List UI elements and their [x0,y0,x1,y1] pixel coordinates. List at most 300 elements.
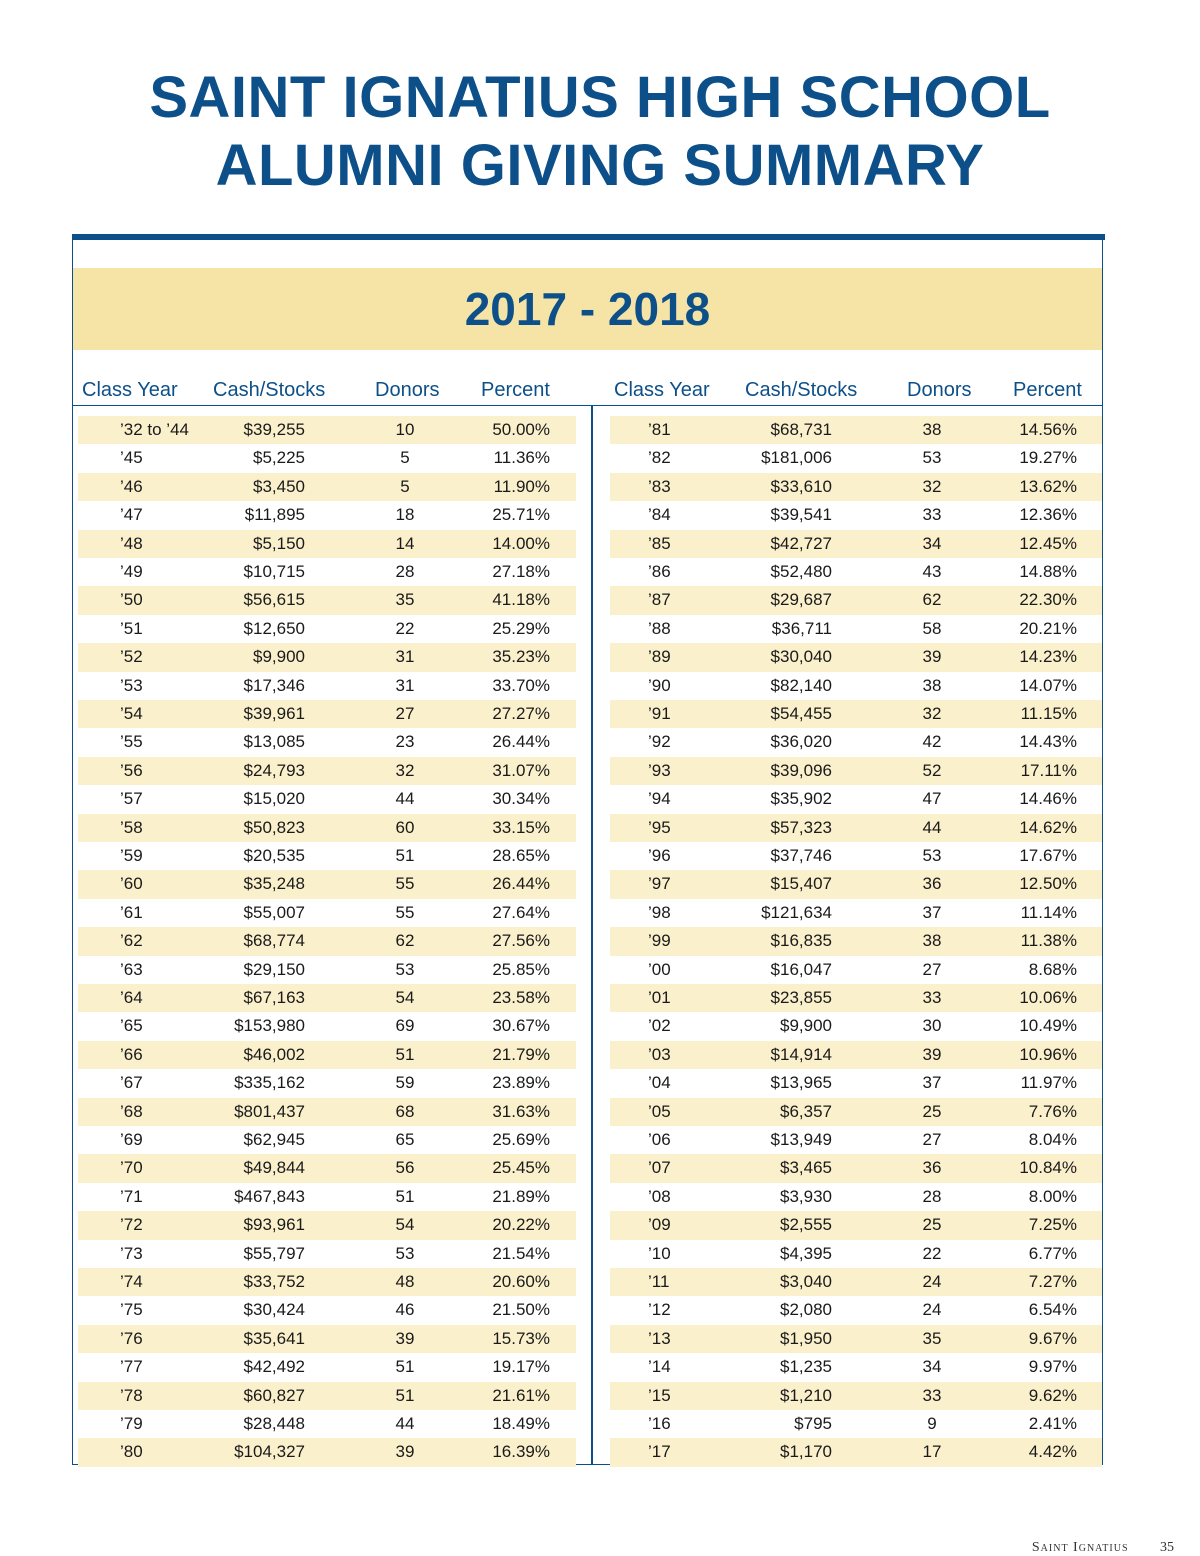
donors-cell: 31 [395,647,415,667]
table-row [78,1353,576,1381]
percent-cell: 8.04% [1028,1130,1077,1149]
donors-cell: 22 [922,1243,942,1263]
cash-stocks-cell: $121,634 [761,902,832,922]
cash-stocks-cell: $1,210 [780,1385,832,1405]
percent-cell: 31.63% [492,1101,550,1121]
cash-stocks-cell: $29,150 [243,959,305,979]
cash-stocks-cell: $30,424 [243,1300,305,1320]
class-year-cell: ’08 [648,1186,671,1206]
donors-cell: 34 [922,533,942,553]
donors-cell: 51 [395,1385,415,1405]
class-year-cell: ’04 [648,1073,671,1093]
cash-stocks-cell: $104,327 [234,1442,305,1462]
donors-cell: 9 [927,1414,937,1433]
class-year-cell: ’89 [648,647,671,667]
class-year-cell: ’85 [648,533,671,553]
table-row [78,1382,576,1410]
header-cash-stocks: Cash/Stocks [213,379,326,401]
class-year-cell: ’66 [120,1044,143,1064]
table-row [78,1126,576,1154]
donors-cell: 27 [922,959,942,979]
table-row [610,1353,1102,1381]
table-row [610,899,1102,927]
page-number: 35 [1160,1540,1174,1555]
donors-cell: 36 [922,874,942,894]
donors-cell: 44 [395,1414,415,1433]
percent-cell: 27.27% [492,704,550,723]
donors-cell: 37 [922,902,942,922]
cash-stocks-cell: $795 [794,1414,832,1433]
cash-stocks-cell: $68,774 [243,931,305,951]
table-row [78,1012,576,1040]
cash-stocks-cell: $35,641 [243,1328,305,1348]
donors-cell: 28 [922,1186,942,1206]
table-row [610,927,1102,955]
donors-cell: 33 [922,988,942,1007]
class-year-cell: ’00 [648,959,671,979]
cash-stocks-cell: $5,150 [253,533,305,553]
cash-stocks-cell: $9,900 [253,647,305,667]
table-row [78,1069,576,1097]
percent-cell: 27.56% [492,931,550,951]
donors-cell: 51 [395,1186,415,1206]
table-row [610,984,1102,1012]
donors-cell: 34 [922,1357,942,1377]
cash-stocks-cell: $3,450 [253,476,305,496]
header-cash-stocks: Cash/Stocks [745,379,858,401]
table-row [610,1041,1102,1069]
class-year-cell: ’57 [120,789,143,809]
class-year-cell: ’63 [120,959,143,979]
class-year-cell: ’72 [120,1215,143,1235]
percent-cell: 10.06% [1019,988,1077,1007]
class-year-cell: ’93 [648,760,671,780]
class-year-cell: ’59 [120,846,143,865]
cash-stocks-cell: $13,085 [243,732,305,752]
donors-cell: 38 [922,420,942,439]
percent-cell: 33.15% [492,817,550,837]
donors-cell: 44 [922,817,942,837]
cash-stocks-cell: $23,855 [770,988,832,1007]
cash-stocks-cell: $68,731 [770,420,832,439]
table-row [610,444,1102,472]
cash-stocks-cell: $46,002 [243,1044,305,1064]
table-row [78,1410,576,1438]
table-row [610,1098,1102,1126]
donors-cell: 51 [395,846,415,865]
cash-stocks-cell: $67,163 [243,988,305,1007]
cash-stocks-cell: $39,541 [770,505,832,525]
donors-cell: 39 [395,1442,415,1462]
class-year-cell: ’69 [120,1130,143,1149]
table-row [610,1240,1102,1268]
table-row [78,842,576,870]
cash-stocks-cell: $1,235 [780,1357,832,1377]
table-row [610,1325,1102,1353]
percent-cell: 9.97% [1028,1357,1077,1377]
class-year-cell: ’81 [648,420,671,439]
class-year-cell: ’17 [648,1442,671,1462]
class-year-cell: ’62 [120,931,143,951]
class-year-cell: ’95 [648,817,671,837]
cash-stocks-cell: $42,492 [243,1357,305,1377]
table-row [78,984,576,1012]
table-row [78,899,576,927]
percent-cell: 9.67% [1028,1328,1077,1348]
donors-cell: 39 [922,1044,942,1064]
class-year-cell: ’71 [120,1186,143,1206]
table-row [610,672,1102,700]
class-year-cell: ’92 [648,732,671,752]
donors-cell: 27 [922,1130,942,1149]
class-year-cell: ’51 [120,618,143,638]
class-year-cell: ’64 [120,988,143,1007]
cash-stocks-cell: $153,980 [234,1016,305,1036]
table-row [78,530,576,558]
donors-cell: 31 [395,675,415,695]
percent-cell: 21.79% [492,1044,550,1064]
percent-cell: 27.18% [492,562,550,581]
cash-stocks-cell: $36,020 [770,732,832,752]
percent-cell: 19.17% [492,1357,550,1377]
table-row [610,615,1102,643]
table-row [610,586,1102,614]
cash-stocks-cell: $335,162 [234,1073,305,1093]
donors-cell: 53 [395,1243,415,1263]
donors-cell: 65 [395,1130,415,1149]
table-row [610,1268,1102,1296]
table-row [610,1438,1102,1466]
class-year-cell: ’52 [120,647,143,667]
header-percent: Percent [481,379,550,401]
donors-cell: 39 [922,647,942,667]
donors-cell: 37 [922,1073,942,1093]
donors-cell: 35 [395,590,415,610]
header-percent: Percent [1013,379,1082,401]
table-row [78,728,576,756]
table-row [78,1041,576,1069]
class-year-cell: ’80 [120,1442,143,1462]
cash-stocks-cell: $54,455 [770,704,832,723]
donors-cell: 24 [922,1272,942,1291]
percent-cell: 6.77% [1028,1243,1077,1263]
donors-cell: 59 [395,1073,415,1093]
percent-cell: 15.73% [492,1328,550,1348]
percent-cell: 28.65% [492,846,550,865]
table-row [78,672,576,700]
donors-cell: 68 [395,1101,415,1121]
table-row [78,1211,576,1239]
cash-stocks-cell: $60,827 [243,1385,305,1405]
class-year-cell: ’05 [648,1101,671,1121]
class-year-cell: ’60 [120,874,143,894]
percent-cell: 21.89% [492,1186,550,1206]
donors-cell: 51 [395,1044,415,1064]
percent-cell: 14.46% [1019,789,1077,809]
donors-cell: 33 [922,1385,942,1405]
cash-stocks-cell: $35,902 [770,789,832,809]
cash-stocks-cell: $36,711 [771,618,832,638]
table-top-rule [72,234,1105,240]
cash-stocks-cell: $6,357 [780,1101,832,1121]
header-class-year: Class Year [82,379,178,401]
cash-stocks-cell: $15,020 [243,789,305,809]
cash-stocks-cell: $39,961 [243,704,305,723]
class-year-cell: ’02 [648,1016,671,1036]
class-year-cell: ’75 [120,1300,143,1320]
percent-cell: 23.89% [492,1073,550,1093]
cash-stocks-cell: $35,248 [243,874,305,894]
donors-cell: 39 [395,1328,415,1348]
cash-stocks-cell: $24,793 [243,760,305,780]
class-year-cell: ’09 [648,1215,671,1235]
cash-stocks-cell: $52,480 [770,562,832,581]
cash-stocks-cell: $801,437 [234,1101,305,1121]
table-row [610,757,1102,785]
donors-cell: 69 [395,1016,415,1036]
class-year-cell: ’47 [120,505,143,525]
table-row [610,416,1102,444]
percent-cell: 50.00% [492,420,550,439]
cash-stocks-cell: $1,950 [780,1328,832,1348]
percent-cell: 11.15% [1020,704,1077,723]
table-row [78,1183,576,1211]
percent-cell: 9.62% [1028,1385,1077,1405]
table-row [610,1296,1102,1324]
class-year-cell: ’82 [648,448,671,468]
percent-cell: 7.76% [1028,1101,1077,1121]
table-row [610,870,1102,898]
donors-cell: 32 [922,476,942,496]
table-row [610,1211,1102,1239]
table-row [610,501,1102,529]
cash-stocks-cell: $10,715 [243,562,305,581]
class-year-cell: ’65 [120,1016,143,1036]
class-year-cell: ’91 [648,704,671,723]
table-row [78,558,576,586]
percent-cell: 7.27% [1028,1272,1077,1291]
table-row [78,416,576,444]
header-donors: Donors [375,379,440,401]
cash-stocks-cell: $181,006 [761,448,832,468]
percent-cell: 14.62% [1019,817,1077,837]
percent-cell: 26.44% [492,732,550,752]
class-year-cell: ’14 [648,1357,671,1377]
donors-cell: 58 [922,618,942,638]
cash-stocks-cell: $4,395 [780,1243,832,1263]
donors-cell: 43 [922,562,942,581]
donors-cell: 27 [395,704,415,723]
class-year-cell: ’84 [648,505,671,525]
cash-stocks-cell: $42,727 [770,533,832,553]
donors-cell: 53 [395,959,415,979]
percent-cell: 11.90% [493,476,550,496]
percent-cell: 12.45% [1019,533,1077,553]
class-year-cell: ’97 [648,874,671,894]
cash-stocks-cell: $13,949 [770,1130,832,1149]
donors-cell: 60 [395,817,415,837]
table-row [78,643,576,671]
cash-stocks-cell: $12,650 [243,618,305,638]
cash-stocks-cell: $15,407 [770,874,832,894]
percent-cell: 8.00% [1028,1186,1077,1206]
cash-stocks-cell: $82,140 [770,675,832,695]
cash-stocks-cell: $55,797 [243,1243,305,1263]
donors-cell: 54 [395,1215,415,1235]
donors-cell: 52 [922,760,942,780]
table-row [78,615,576,643]
percent-cell: 11.97% [1020,1073,1077,1093]
cash-stocks-cell: $16,835 [770,931,832,951]
cash-stocks-cell: $37,746 [770,846,832,865]
cash-stocks-cell: $56,615 [243,590,305,610]
center-divider [591,405,593,1465]
donors-cell: 22 [395,618,415,638]
percent-cell: 14.00% [492,533,550,553]
percent-cell: 23.58% [492,988,550,1007]
cash-stocks-cell: $17,346 [243,675,305,695]
class-year-cell: ’10 [648,1243,671,1263]
percent-cell: 14.43% [1019,732,1077,752]
table-row [610,785,1102,813]
class-year-cell: ’83 [648,476,671,496]
percent-cell: 4.42% [1028,1442,1077,1462]
donors-cell: 62 [395,931,415,951]
table-row [610,956,1102,984]
percent-cell: 19.27% [1019,448,1077,468]
table-row [78,757,576,785]
class-year-cell: ’01 [648,988,671,1007]
percent-cell: 20.22% [492,1215,550,1235]
percent-cell: 33.70% [492,675,550,695]
donors-cell: 42 [922,732,942,752]
class-year-cell: ’98 [648,902,671,922]
donors-cell: 23 [395,732,415,752]
percent-cell: 35.23% [492,647,550,667]
donors-cell: 24 [922,1300,942,1320]
cash-stocks-cell: $2,080 [780,1300,832,1320]
header-class-year: Class Year [614,379,710,401]
donors-cell: 53 [922,846,942,865]
cash-stocks-cell: $39,255 [243,420,305,439]
class-year-cell: ’77 [120,1357,143,1377]
cash-stocks-cell: $2,555 [780,1215,832,1235]
header-donors: Donors [907,379,972,401]
percent-cell: 11.38% [1020,931,1077,951]
class-year-cell: ’79 [120,1414,143,1433]
table-row [78,1098,576,1126]
cash-stocks-cell: $50,823 [243,817,305,837]
donors-cell: 36 [922,1158,942,1178]
class-year-cell: ’88 [648,618,671,638]
cash-stocks-cell: $55,007 [243,902,305,922]
percent-cell: 14.56% [1019,420,1077,439]
cash-stocks-cell: $33,610 [770,476,832,496]
cash-stocks-cell: $16,047 [770,959,832,979]
table-row [78,785,576,813]
donors-cell: 33 [922,505,942,525]
donors-cell: 56 [395,1158,415,1178]
percent-cell: 10.84% [1019,1158,1077,1178]
table-row [610,1012,1102,1040]
class-year-cell: ’74 [120,1272,143,1291]
table-row [78,870,576,898]
page-footer [1032,1540,1174,1556]
donors-cell: 10 [395,420,415,439]
percent-cell: 16.39% [492,1442,550,1462]
fiscal-year-banner: 2017 - 2018 [73,268,1102,350]
percent-cell: 31.07% [492,760,550,780]
percent-cell: 20.60% [492,1272,550,1291]
donors-cell: 47 [922,789,942,809]
table-row [610,643,1102,671]
class-year-cell: ’86 [648,562,671,581]
cash-stocks-cell: $93,961 [243,1215,305,1235]
donors-cell: 62 [922,590,942,610]
class-year-cell: ’78 [120,1385,143,1405]
percent-cell: 14.88% [1019,562,1077,581]
class-year-cell: ’50 [120,590,143,610]
table-row [78,814,576,842]
donors-cell: 55 [395,902,415,922]
table-row [610,530,1102,558]
donors-cell: 46 [395,1300,415,1320]
table-row [610,814,1102,842]
cash-stocks-cell: $20,535 [243,846,305,865]
table-row [78,1438,576,1466]
donors-cell: 18 [395,505,415,525]
cash-stocks-cell: $49,844 [243,1158,305,1178]
donors-cell: 5 [400,448,410,468]
class-year-cell: ’55 [120,732,143,752]
class-year-cell: ’54 [120,704,143,723]
table-row [610,1410,1102,1438]
cash-stocks-cell: $39,096 [770,760,832,780]
cash-stocks-cell: $1,170 [780,1442,832,1462]
percent-cell: 25.29% [492,618,550,638]
class-year-cell: ’68 [120,1101,143,1121]
cash-stocks-cell: $14,914 [770,1044,832,1064]
percent-cell: 11.36% [493,448,550,468]
class-year-cell: ’12 [648,1300,671,1320]
table-row [78,927,576,955]
donors-cell: 35 [922,1328,942,1348]
cash-stocks-cell: $11,895 [244,505,305,525]
cash-stocks-cell: $467,843 [234,1186,305,1206]
cash-stocks-cell: $33,752 [243,1272,305,1291]
cash-stocks-cell: $57,323 [770,817,832,837]
table-row [610,728,1102,756]
cash-stocks-cell: $3,930 [780,1186,832,1206]
table-row [78,956,576,984]
percent-cell: 17.67% [1019,846,1077,865]
percent-cell: 14.23% [1019,647,1077,667]
table-row [78,1154,576,1182]
percent-cell: 8.68% [1028,959,1077,979]
table-row [610,1126,1102,1154]
percent-cell: 17.11% [1020,760,1077,780]
percent-cell: 2.41% [1028,1414,1077,1433]
percent-cell: 27.64% [492,902,550,922]
percent-cell: 10.49% [1019,1016,1077,1036]
table-row [610,700,1102,728]
cash-stocks-cell: $28,448 [243,1414,305,1433]
class-year-cell: ’11 [648,1272,670,1291]
percent-cell: 14.07% [1019,675,1077,695]
page-title-line-2: ALUMNI GIVING SUMMARY [215,133,985,198]
table-row [610,473,1102,501]
percent-cell: 6.54% [1028,1300,1077,1320]
